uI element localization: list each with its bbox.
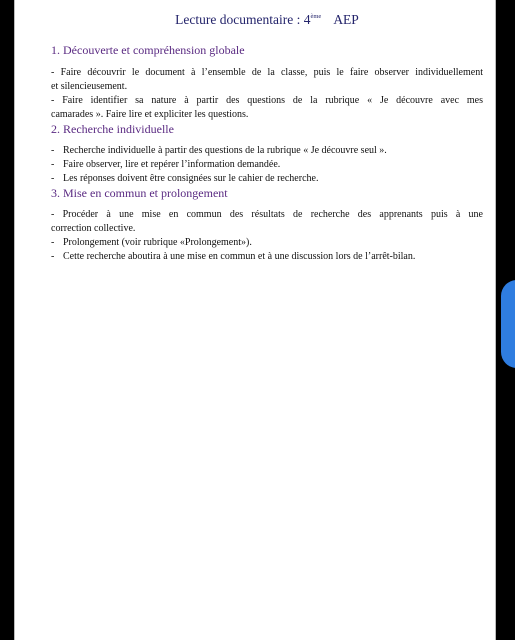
section-1-line-1: - Faire découvrir le document à l’ensemble de la classe, puis le faire observer individuellement	[51, 67, 483, 78]
document-title	[51, 12, 483, 28]
bullet-dash: -	[51, 145, 55, 156]
bullet-dash: -	[51, 237, 55, 248]
section-2-line-3-text: Les réponses doivent être consignées sur le cahier de recherche.	[63, 173, 319, 184]
section-2-line-2	[51, 158, 280, 171]
section-2-line-1-text: Recherche individuelle à partir des questions de la rubrique « Je découvre seul ».	[63, 145, 387, 156]
section-2-line-3	[51, 172, 318, 185]
section-heading-2: 2. Recherche individuelle	[51, 122, 174, 136]
bullet-dash: -	[51, 173, 55, 184]
section-3-line-2: correction collective.	[51, 223, 136, 234]
section-3-line-4	[51, 250, 415, 263]
section-1-line-2: et silencieusement.	[51, 81, 128, 92]
section-2-line-1	[51, 144, 387, 157]
side-scroll-tab[interactable]	[501, 280, 515, 368]
title-text: Lecture documentaire : 4	[175, 12, 311, 27]
section-3-line-1: - Procéder à une mise en commun des résultats de recherche des apprenants puis à une	[51, 209, 483, 220]
section-heading-3: 3. Mise en commun et prolongement	[51, 186, 228, 200]
section-1-line-3: - Faire identifier sa nature à partir des questions de la rubrique « Je découvre avec mes	[51, 95, 483, 106]
bullet-dash: -	[51, 251, 55, 262]
section-2-line-2-text: Faire observer, lire et repérer l’information demandée.	[63, 159, 281, 170]
section-3-line-4-text: Cette recherche aboutira à une mise en commun et à une discussion lors de l’arrêt-bilan.	[63, 251, 416, 262]
section-heading-1: 1. Découverte et compréhension globale	[51, 43, 245, 57]
section-3-line-3-text: Prolongement (voir rubrique «Prolongement»).	[63, 237, 252, 248]
bullet-dash: -	[51, 159, 55, 170]
section-1-line-4: camarades ». Faire lire et expliciter les questions.	[51, 109, 249, 120]
section-3-line-3	[51, 236, 252, 249]
title-superscript: ème	[310, 13, 322, 20]
title-level: AEP	[333, 12, 359, 27]
document-page	[14, 0, 496, 640]
